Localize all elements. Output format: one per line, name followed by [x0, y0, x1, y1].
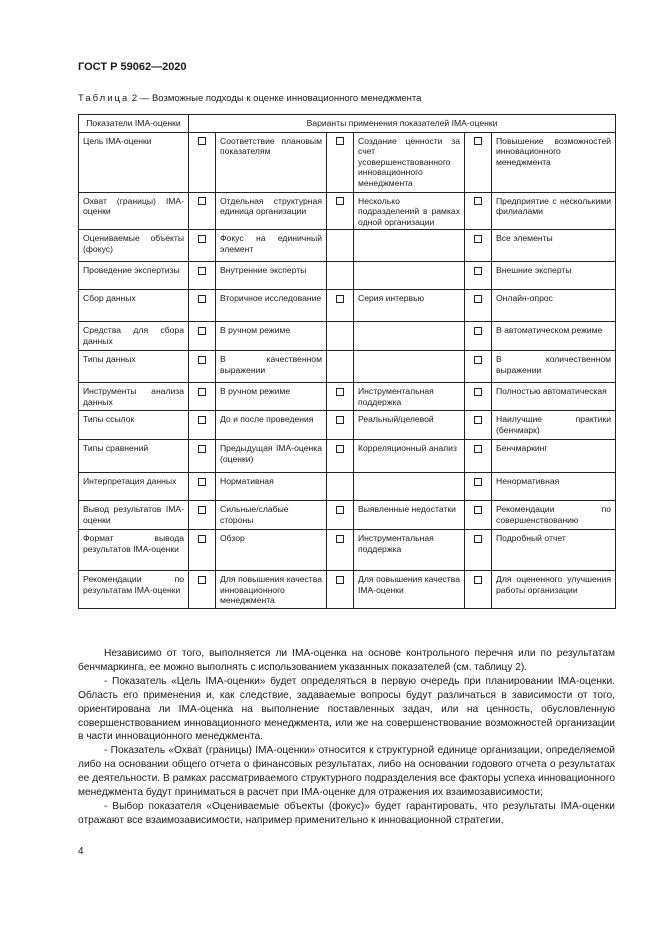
option-cell: Онлайн-опрос: [492, 290, 616, 322]
table-caption: [78, 93, 421, 104]
table-row: [79, 440, 616, 473]
checkbox-icon: [474, 445, 482, 453]
option-cell: В ручном режиме: [216, 322, 327, 351]
table-row: [79, 230, 616, 262]
checkbox-cell: [465, 473, 492, 501]
page-number: 4: [78, 846, 84, 857]
table-row: [79, 473, 616, 501]
table-row: [79, 411, 616, 440]
checkbox-icon: [474, 327, 482, 335]
body-text: [78, 647, 615, 828]
checkbox-cell: [189, 411, 216, 440]
table-row: [79, 571, 616, 609]
checkbox-cell: [189, 571, 216, 609]
option-cell: [354, 473, 465, 501]
indicator-cell: Сбор данных: [79, 290, 189, 322]
option-cell: Для повышения качества IMA-оценки: [354, 571, 465, 609]
option-cell: Все элементы: [492, 230, 616, 262]
indicator-cell: Средства для сбора данных: [79, 322, 189, 351]
option-cell: В количественном выражении: [492, 351, 616, 383]
option-cell: Выявленные недостатки: [354, 501, 465, 530]
option-cell: Сильные/слабые стороны: [216, 501, 327, 530]
checkbox-cell: [189, 290, 216, 322]
checkbox-icon: [198, 356, 206, 364]
option-cell: Серия интервью: [354, 290, 465, 322]
checkbox-cell: [465, 262, 492, 290]
checkbox-cell: [189, 501, 216, 530]
indicator-cell: Интерпретация данных: [79, 473, 189, 501]
option-cell: [354, 262, 465, 290]
header-variants: Варианты применения показателей IMA-оценки: [189, 115, 616, 133]
checkbox-icon: [474, 235, 482, 243]
checkbox-icon: [474, 295, 482, 303]
checkbox-icon: [198, 327, 206, 335]
indicator-cell: Инструменты анализа данных: [79, 383, 189, 411]
body-paragraph: Независимо от того, выполняется ли IMA-оценка на основе контрольного перечня или по результатам бенчмаркинга, ее можно выполнять с использованием указанных показателей (см. таблицу 2).: [78, 648, 615, 673]
indicator-cell: Рекомендации по результатам IMA-оценки: [79, 571, 189, 609]
checkbox-icon: [474, 416, 482, 424]
checkbox-icon: [198, 535, 206, 543]
checkbox-icon: [198, 295, 206, 303]
checkbox-cell: [465, 530, 492, 571]
checkbox-icon: [198, 506, 206, 514]
checkbox-cell: [327, 192, 354, 230]
checkbox-icon: [198, 388, 206, 396]
option-cell: Обзор: [216, 530, 327, 571]
checkbox-icon: [474, 137, 482, 145]
checkbox-icon: [336, 445, 344, 453]
option-cell: Для повышения качества инновационного менеджмента: [216, 571, 327, 609]
approaches-table: [78, 114, 616, 609]
body-paragraph: - Выбор показателя «Оцениваемые объекты (фокус)» будет гарантировать, что результаты IMA-оценки отражают все взаимозависимости, например применительно к инновационной стратегии,: [78, 800, 615, 826]
table-caption-number: 2: [131, 93, 138, 104]
checkbox-icon: [336, 416, 344, 424]
checkbox-cell: [327, 230, 354, 262]
checkbox-icon: [474, 478, 482, 486]
checkbox-icon: [336, 576, 344, 584]
checkbox-icon: [336, 535, 344, 543]
checkbox-icon: [474, 197, 482, 205]
checkbox-icon: [198, 576, 206, 584]
option-cell: Инструментальная поддержка: [354, 530, 465, 571]
checkbox-cell: [327, 530, 354, 571]
checkbox-icon: [474, 576, 482, 584]
option-cell: [354, 322, 465, 351]
checkbox-cell: [465, 501, 492, 530]
header-indicators: Показатели IMA-оценки: [79, 115, 189, 133]
checkbox-cell: [327, 411, 354, 440]
option-cell: Для оцененного улучшения работы организации: [492, 571, 616, 609]
checkbox-cell: [465, 230, 492, 262]
checkbox-cell: [465, 411, 492, 440]
checkbox-cell: [465, 351, 492, 383]
checkbox-cell: [189, 322, 216, 351]
checkbox-cell: [189, 440, 216, 473]
table-header-row: [79, 115, 616, 133]
checkbox-cell: [327, 501, 354, 530]
checkbox-cell: [189, 262, 216, 290]
option-cell: Соответствие плановым показателям: [216, 132, 327, 192]
option-cell: Инструментальная поддержка: [354, 383, 465, 411]
option-cell: Внутренние эксперты: [216, 262, 327, 290]
indicator-cell: Типы данных: [79, 351, 189, 383]
option-cell: Корреляционный анализ: [354, 440, 465, 473]
option-cell: Создание ценности за счет усовершенствованного инновационного менеджмента: [354, 132, 465, 192]
option-cell: Несколько подразделений в рамках одной организации: [354, 192, 465, 230]
checkbox-icon: [474, 356, 482, 364]
checkbox-icon: [474, 388, 482, 396]
option-cell: В ручном режиме: [216, 383, 327, 411]
checkbox-icon: [336, 137, 344, 145]
checkbox-icon: [198, 197, 206, 205]
table-row: [79, 351, 616, 383]
table-row: [79, 501, 616, 530]
option-cell: Вторичное исследование: [216, 290, 327, 322]
option-cell: Полностью автоматическая: [492, 383, 616, 411]
checkbox-cell: [465, 290, 492, 322]
checkbox-icon: [474, 506, 482, 514]
body-paragraph: - Показатель «Цель IMA-оценки» будет определяться в первую очередь при планировании IMA-оценки. Область его применения и, как следствие, задаваемые вопросы будут различаться в зависимости от того, ориентирована ли IMA-оценка на выполнение поставленных задач, или на ценность, обусловленную совершенствованием инновационного менеджмента, или же на совершенствование возможностей организации в части инновационного менеджмента.: [78, 675, 615, 743]
indicator-cell: Типы сравнений: [79, 440, 189, 473]
checkbox-cell: [189, 473, 216, 501]
checkbox-cell: [465, 322, 492, 351]
table-row: [79, 290, 616, 322]
option-cell: Подробный отчет: [492, 530, 616, 571]
indicator-cell: Оцениваемые объекты (фокус): [79, 230, 189, 262]
checkbox-cell: [189, 351, 216, 383]
table-row: [79, 530, 616, 571]
option-cell: [354, 351, 465, 383]
option-cell: Повышение возможностей инновационного менеджмента: [492, 132, 616, 192]
option-cell: Фокус на единичный элемент: [216, 230, 327, 262]
checkbox-icon: [198, 235, 206, 243]
indicator-cell: Проведение экспертизы: [79, 262, 189, 290]
checkbox-cell: [465, 571, 492, 609]
indicator-cell: Типы ссылок: [79, 411, 189, 440]
option-cell: Внешние эксперты: [492, 262, 616, 290]
option-cell: Рекомендации по совершенствованию: [492, 501, 616, 530]
option-cell: В автоматическом режиме: [492, 322, 616, 351]
checkbox-cell: [465, 132, 492, 192]
option-cell: Предприятие с несколькими филиалами: [492, 192, 616, 230]
checkbox-icon: [336, 197, 344, 205]
table-row: [79, 132, 616, 192]
checkbox-icon: [198, 267, 206, 275]
checkbox-cell: [327, 132, 354, 192]
checkbox-icon: [198, 137, 206, 145]
checkbox-icon: [198, 416, 206, 424]
checkbox-icon: [474, 535, 482, 543]
checkbox-cell: [465, 192, 492, 230]
checkbox-cell: [189, 132, 216, 192]
checkbox-cell: [327, 262, 354, 290]
checkbox-cell: [327, 383, 354, 411]
option-cell: [354, 230, 465, 262]
checkbox-icon: [198, 478, 206, 486]
option-cell: Ненормативная: [492, 473, 616, 501]
checkbox-cell: [327, 290, 354, 322]
indicator-cell: Цель IMA-оценки: [79, 132, 189, 192]
option-cell: Отдельная структурная единица организации: [216, 192, 327, 230]
table-body: [79, 132, 616, 608]
option-cell: Нормативная: [216, 473, 327, 501]
table-caption-prefix: Таблица: [78, 93, 130, 104]
checkbox-cell: [189, 383, 216, 411]
option-cell: Реальный/целевой: [354, 411, 465, 440]
option-cell: Бенчмаркинг: [492, 440, 616, 473]
checkbox-cell: [327, 440, 354, 473]
table-row: [79, 383, 616, 411]
document-standard-header: ГОСТ Р 59062—2020: [78, 61, 187, 73]
option-cell: В качественном выражении: [216, 351, 327, 383]
checkbox-cell: [465, 440, 492, 473]
body-paragraph: - Показатель «Охват (границы) IMA-оценки» относится к структурной единице организации, определяемой либо на основании общего отчета о финансовых результатах, либо на основании годового отчета о результатах ее деятельности. В рамках рассматриваемого структурного подразделения все факторы успеха инновационного менеджмента будут приниматься в расчет при IMA-оценке для отражения их взаимозависимости;: [78, 745, 615, 799]
checkbox-cell: [465, 383, 492, 411]
checkbox-icon: [474, 267, 482, 275]
indicator-cell: Вывод результатов IMA-оценки: [79, 501, 189, 530]
checkbox-cell: [327, 571, 354, 609]
checkbox-icon: [198, 445, 206, 453]
option-cell: До и после проведения: [216, 411, 327, 440]
table-row: [79, 192, 616, 230]
checkbox-cell: [327, 351, 354, 383]
option-cell: Предыдущая IMA-оценка (оценки): [216, 440, 327, 473]
checkbox-cell: [327, 473, 354, 501]
table-row: [79, 262, 616, 290]
indicator-cell: Охват (границы) IMA-оценки: [79, 192, 189, 230]
checkbox-cell: [189, 530, 216, 571]
checkbox-icon: [336, 388, 344, 396]
table-caption-title: — Возможные подходы к оценке инновационного менеджмента: [137, 93, 422, 104]
checkbox-icon: [336, 506, 344, 514]
checkbox-icon: [336, 295, 344, 303]
checkbox-cell: [189, 230, 216, 262]
checkbox-cell: [327, 322, 354, 351]
checkbox-cell: [189, 192, 216, 230]
option-cell: Наилучшие практики (бенчмарк): [492, 411, 616, 440]
indicator-cell: Формат вывода результатов IMA-оценки: [79, 530, 189, 571]
table-row: [79, 322, 616, 351]
